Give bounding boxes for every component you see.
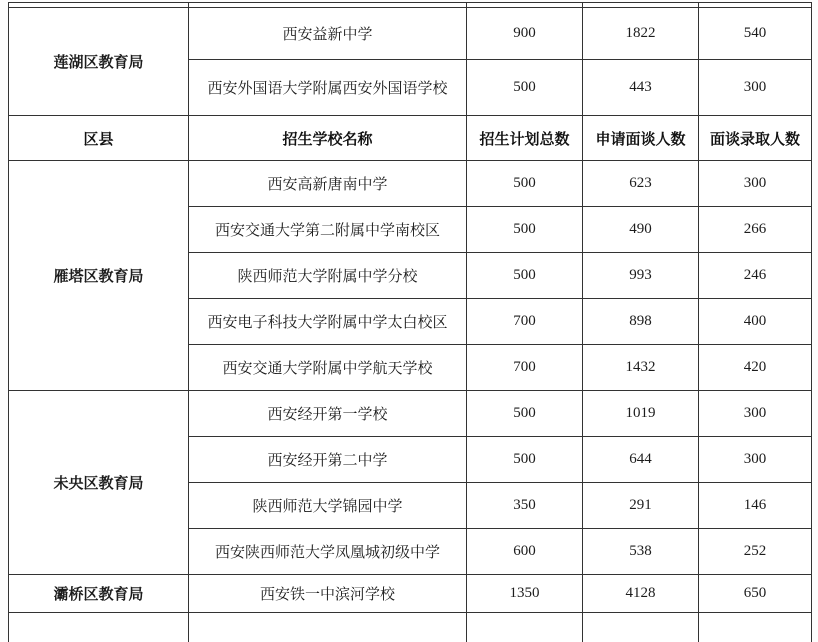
plan-cell: 500 [467, 207, 583, 253]
plan-cell: 600 [467, 529, 583, 575]
school-cell: 西安经开第一学校 [189, 391, 467, 437]
plan-cell: 700 [467, 299, 583, 345]
applied-cell: 644 [583, 437, 699, 483]
plan-cell: 500 [467, 60, 583, 116]
applied-cell: 443 [583, 60, 699, 116]
table-row [9, 391, 812, 437]
plan-cell: 900 [467, 8, 583, 60]
empty-cell [467, 613, 583, 642]
admitted-cell: 300 [699, 391, 812, 437]
admitted-cell: 300 [699, 437, 812, 483]
admitted-cell: 540 [699, 8, 812, 60]
empty-cell [699, 613, 812, 642]
enrollment-table [8, 2, 812, 642]
school-cell: 西安益新中学 [189, 8, 467, 60]
school-cell: 西安交通大学第二附属中学南校区 [189, 207, 467, 253]
admitted-cell: 266 [699, 207, 812, 253]
district-cell: 灞桥区教育局 [9, 575, 189, 613]
admitted-cell: 400 [699, 299, 812, 345]
header-plan-total: 招生计划总数 [467, 116, 583, 161]
district-cell: 未央区教育局 [9, 391, 189, 575]
empty-cell [583, 613, 699, 642]
school-cell: 陕西师范大学锦园中学 [189, 483, 467, 529]
applied-cell: 898 [583, 299, 699, 345]
table-row [9, 161, 812, 207]
applied-cell: 1822 [583, 8, 699, 60]
applied-cell: 490 [583, 207, 699, 253]
table-row [9, 575, 812, 613]
plan-cell: 500 [467, 391, 583, 437]
admitted-cell: 300 [699, 60, 812, 116]
admitted-cell: 300 [699, 161, 812, 207]
plan-cell: 500 [467, 161, 583, 207]
header-school-name: 招生学校名称 [189, 116, 467, 161]
admitted-cell: 650 [699, 575, 812, 613]
empty-cell [189, 613, 467, 642]
school-cell: 西安铁一中滨河学校 [189, 575, 467, 613]
district-cell: 雁塔区教育局 [9, 161, 189, 391]
plan-cell: 1350 [467, 575, 583, 613]
plan-cell: 700 [467, 345, 583, 391]
applied-cell: 1432 [583, 345, 699, 391]
plan-cell: 500 [467, 253, 583, 299]
header-row [9, 116, 812, 161]
header-district: 区县 [9, 116, 189, 161]
empty-cell [9, 613, 189, 642]
header-interview-applicants: 申请面谈人数 [583, 116, 699, 161]
applied-cell: 291 [583, 483, 699, 529]
school-cell: 西安外国语大学附属西安外国语学校 [189, 60, 467, 116]
district-cell: 莲湖区教育局 [9, 8, 189, 116]
school-cell: 陕西师范大学附属中学分校 [189, 253, 467, 299]
admitted-cell: 146 [699, 483, 812, 529]
admitted-cell: 246 [699, 253, 812, 299]
applied-cell: 623 [583, 161, 699, 207]
table-row [9, 8, 812, 60]
school-cell: 西安交通大学附属中学航天学校 [189, 345, 467, 391]
school-cell: 西安经开第二中学 [189, 437, 467, 483]
school-cell: 西安高新唐南中学 [189, 161, 467, 207]
header-interview-admitted: 面谈录取人数 [699, 116, 812, 161]
school-cell: 西安陕西师范大学凤凰城初级中学 [189, 529, 467, 575]
applied-cell: 4128 [583, 575, 699, 613]
plan-cell: 500 [467, 437, 583, 483]
admitted-cell: 420 [699, 345, 812, 391]
plan-cell: 350 [467, 483, 583, 529]
admitted-cell: 252 [699, 529, 812, 575]
cropped-bottom-row [9, 613, 812, 642]
applied-cell: 993 [583, 253, 699, 299]
school-cell: 西安电子科技大学附属中学太白校区 [189, 299, 467, 345]
applied-cell: 1019 [583, 391, 699, 437]
applied-cell: 538 [583, 529, 699, 575]
